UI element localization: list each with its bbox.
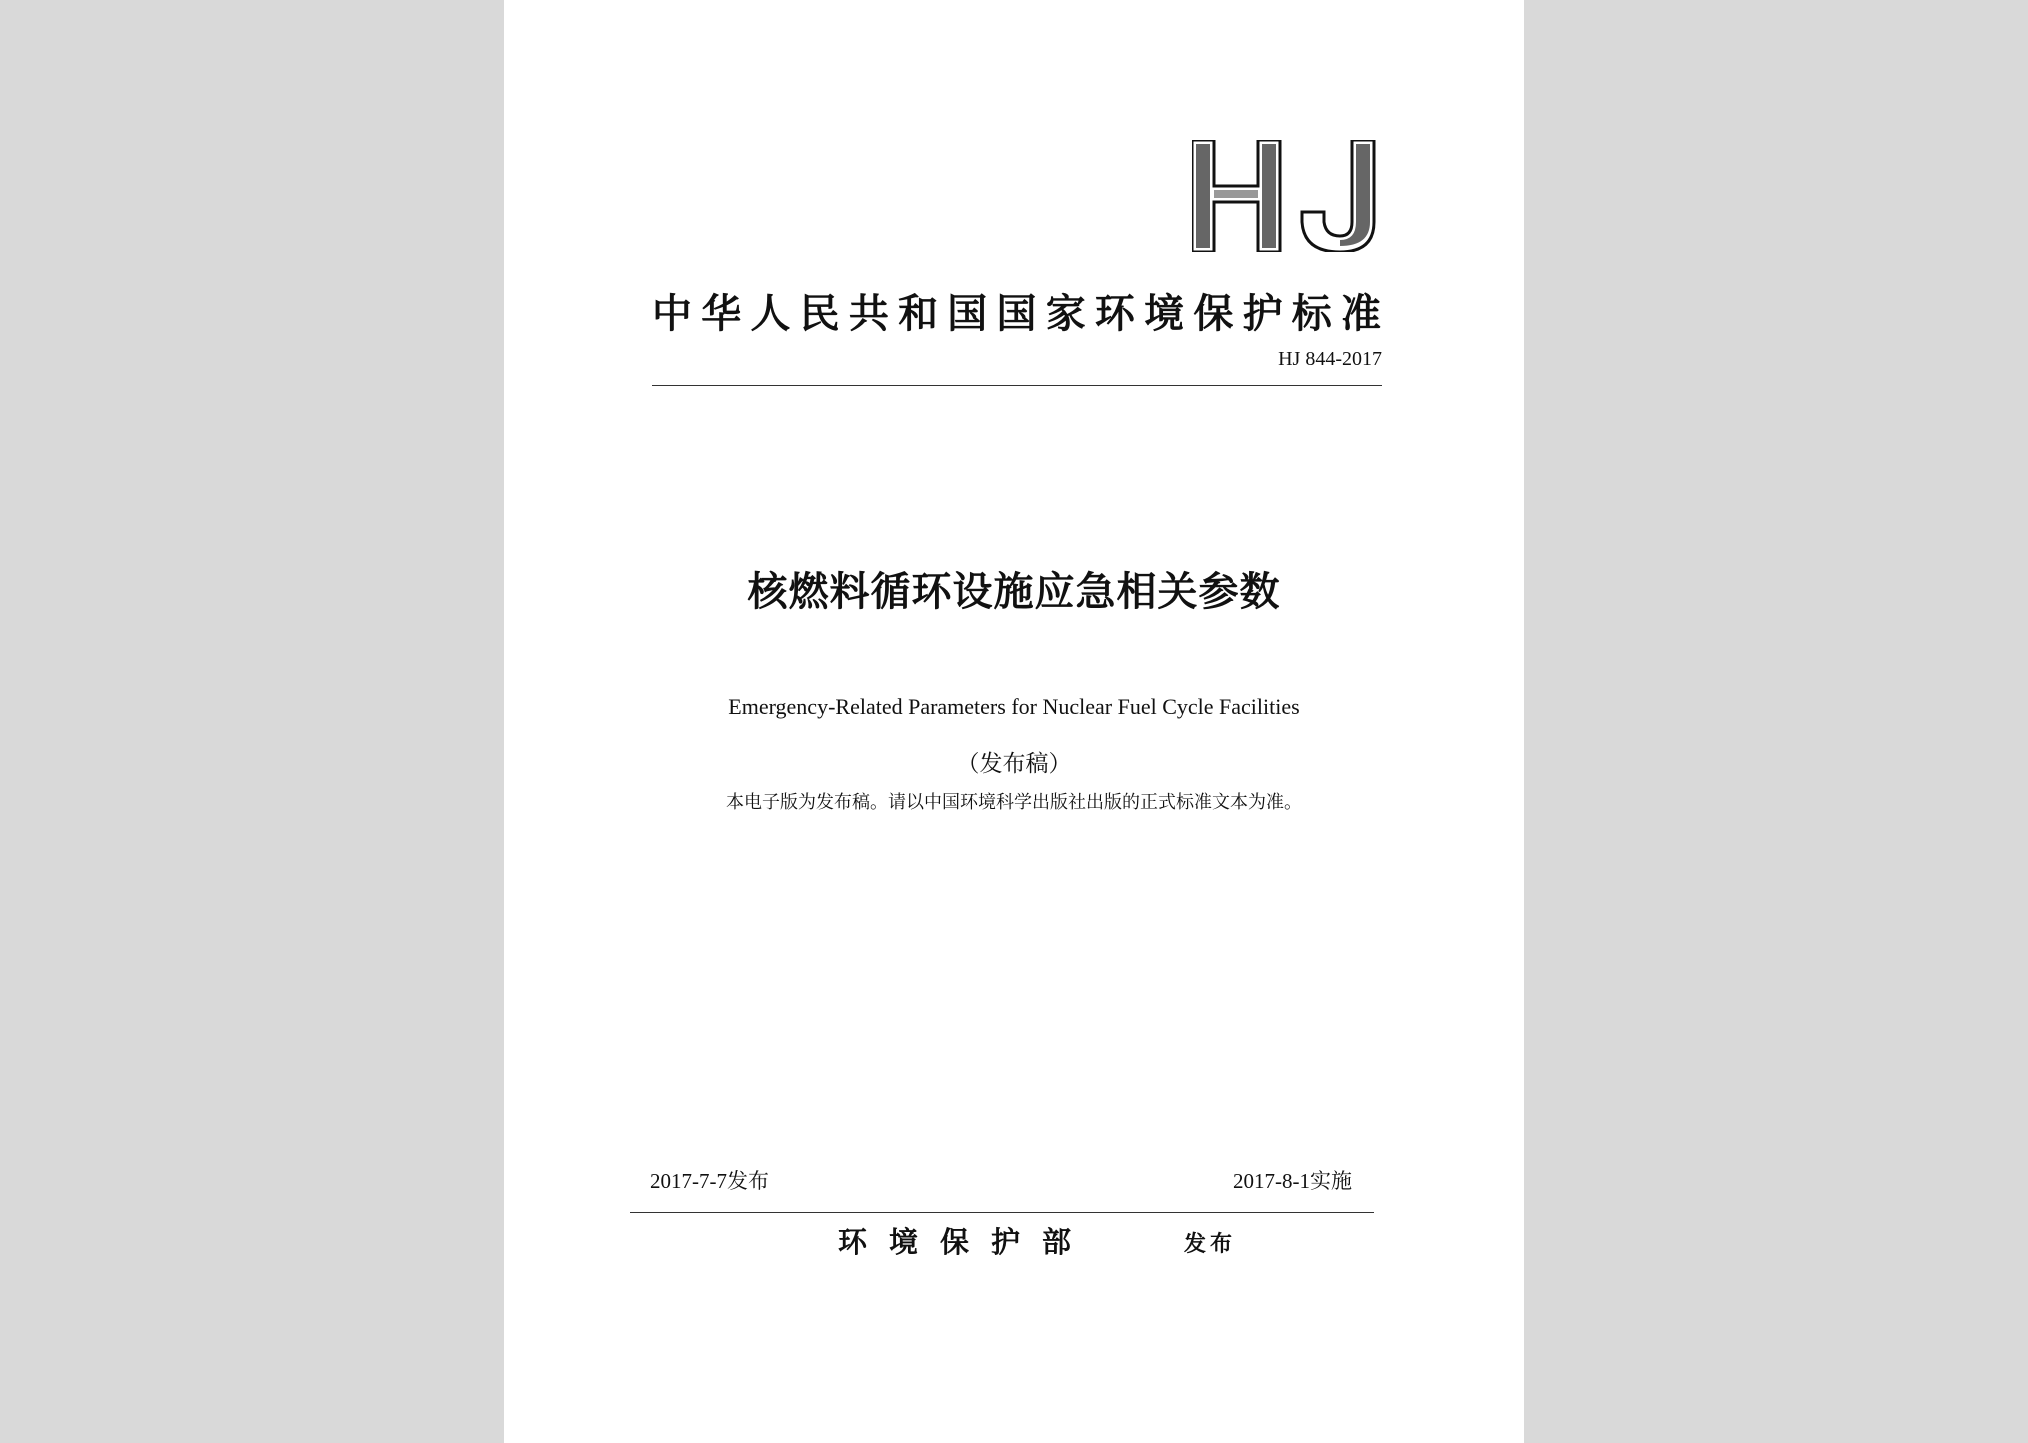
organization-title: 中华人民共和国国家环境保护标准 xyxy=(652,291,1382,337)
publish-label: 发布 xyxy=(1184,1232,1237,1257)
document-page xyxy=(504,0,1524,1443)
bottom-divider xyxy=(630,1212,1374,1213)
publisher-name: 环境保护部 xyxy=(838,1225,1094,1259)
effective-date: 2017-8-1实施 xyxy=(1233,1169,1352,1193)
draft-label: （发布稿） xyxy=(956,751,1072,777)
chinese-title: 核燃料循环设施应急相关参数 xyxy=(747,569,1281,615)
logo-letter-j xyxy=(1302,140,1374,252)
edition-notice: 本电子版为发布稿。请以中国环境科学出版社出版的正式标准文本为准。 xyxy=(726,792,1302,813)
logo-letter-h xyxy=(1192,140,1280,252)
english-title: Emergency-Related Parameters for Nuclear Fuel Cycle Facilities xyxy=(728,694,1300,719)
standard-number: HJ 844-2017 xyxy=(1278,348,1382,370)
top-divider xyxy=(652,385,1382,386)
hj-logo xyxy=(1192,140,1376,252)
issue-date: 2017-7-7发布 xyxy=(650,1169,769,1193)
